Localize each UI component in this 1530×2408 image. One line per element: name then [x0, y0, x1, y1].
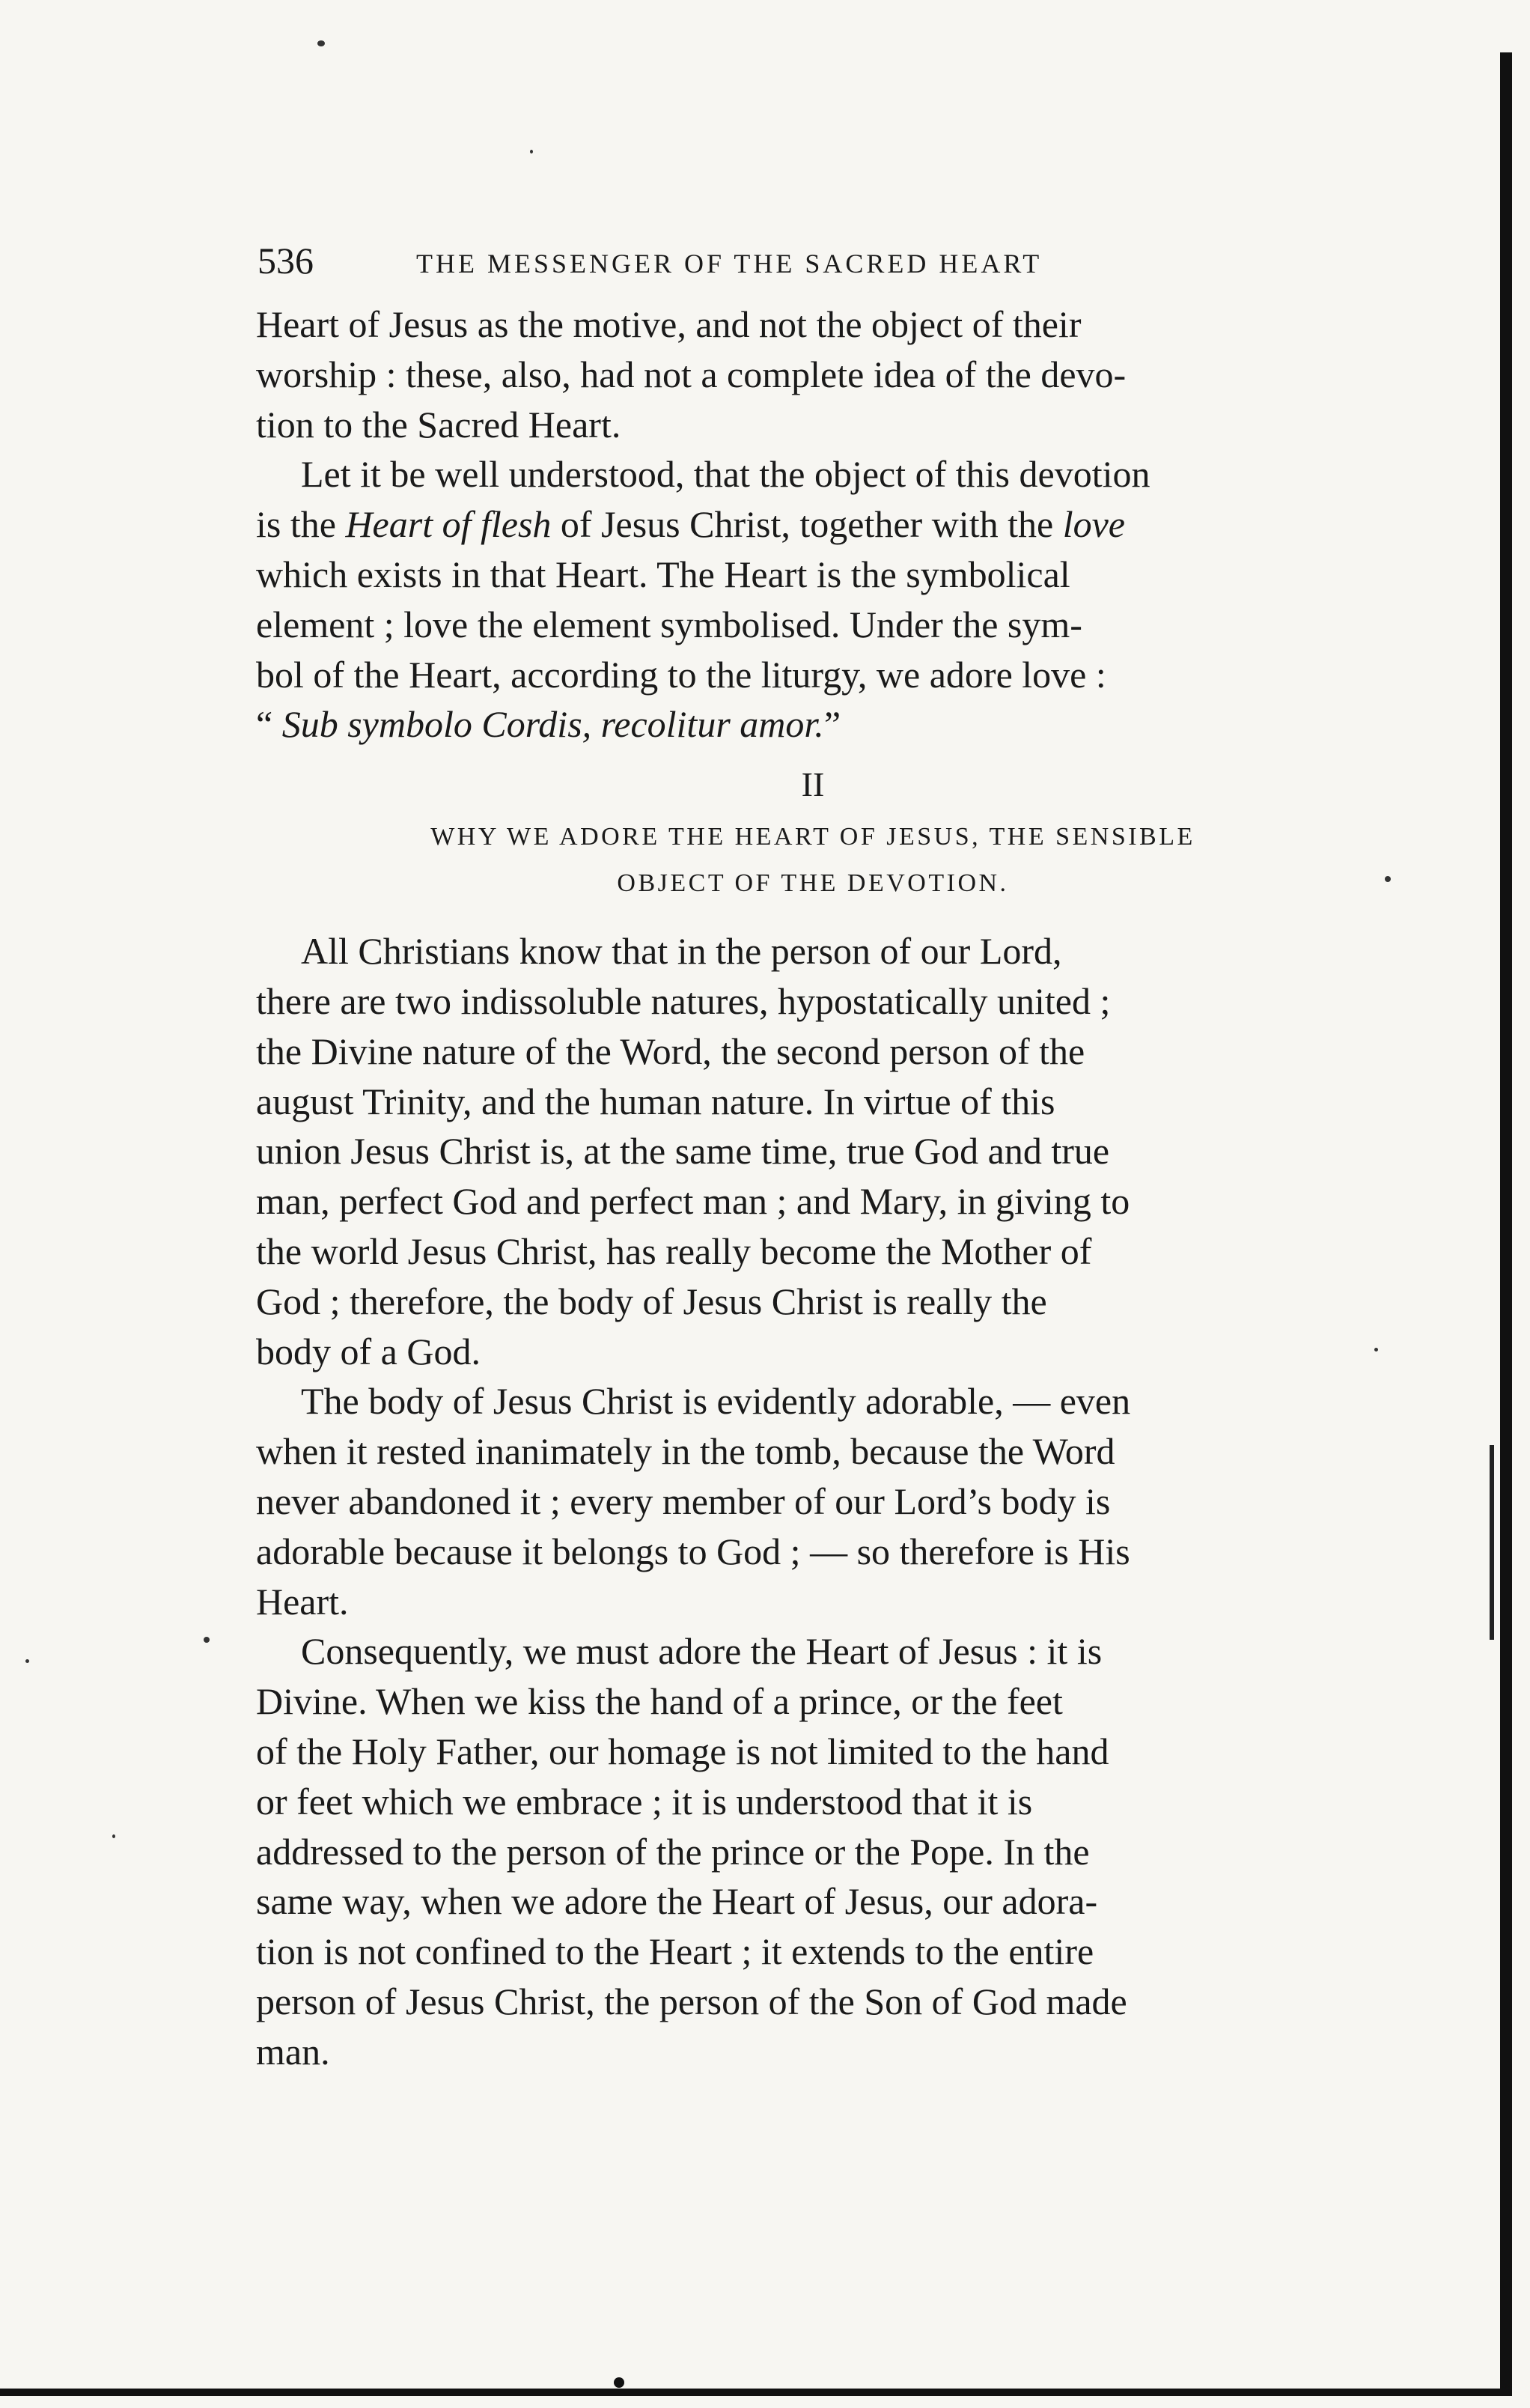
quote-open: “: [256, 703, 282, 746]
text-line: person of Jesus Christ, the person of the Son of God made: [256, 1980, 1127, 2022]
section-heading: [256, 814, 1370, 907]
text-line: tion to the Sacred Heart.: [256, 403, 621, 446]
text-line: union Jesus Christ is, at the same time, true God and true: [256, 1130, 1110, 1173]
scan-speck: [1385, 876, 1391, 882]
text-line: Divine. When we kiss the hand of a prince, or the feet: [256, 1680, 1063, 1723]
scan-speck: [1374, 1348, 1378, 1352]
text-line: never abandoned it ; every member of our Lord’s body is: [256, 1480, 1111, 1522]
text-line: God ; therefore, the body of Jesus Christ is really the: [256, 1280, 1047, 1322]
text-line: body of a God.: [256, 1330, 481, 1372]
scan-speck: [25, 1659, 29, 1663]
text-line: Let it be well understood, that the object of this devotion: [301, 453, 1150, 496]
text-line: august Trinity, and the human nature. In virtue of this: [256, 1080, 1055, 1122]
paragraph-3: [256, 926, 1370, 1376]
paragraph-2: [256, 449, 1370, 750]
scan-speck: [204, 1637, 210, 1643]
page-edge-shadow: [1500, 52, 1512, 2396]
text-line: there are two indissoluble natures, hypostatically united ;: [256, 979, 1111, 1022]
text-line: Consequently, we must adore the Heart of Jesus : it is: [301, 1630, 1103, 1673]
scan-speck: [317, 40, 325, 46]
text-span: is the: [256, 503, 346, 546]
text-line: Heart of Jesus as the motive, and not the object of their: [256, 303, 1082, 345]
text-line: the Divine nature of the Word, the second person of the: [256, 1030, 1085, 1072]
text-line: man, perfect God and perfect man ; and Mary, in giving to: [256, 1180, 1130, 1223]
paragraph-5: [256, 1626, 1370, 2076]
italic-phrase: love: [1062, 503, 1125, 546]
text-line: of the Holy Father, our homage is not limited to the hand: [256, 1730, 1109, 1772]
quote-close: ”: [823, 703, 841, 746]
italic-phrase: Heart of flesh: [345, 503, 552, 546]
page-content: [256, 238, 1370, 2077]
text-line: when it rested inanimately in the tomb, because the Word: [256, 1430, 1115, 1473]
paragraph-1: [256, 300, 1370, 449]
text-line: addressed to the person of the prince or the Pope. In the: [256, 1830, 1090, 1873]
section-numeral: II: [801, 765, 825, 804]
text-line: element ; love the element symbolised. Under the sym-: [256, 603, 1082, 645]
page-bottom-edge: [0, 2389, 1512, 2396]
text-line: worship : these, also, had not a complete idea of the devo-: [256, 353, 1127, 395]
section-heading-line: OBJECT OF THE DEVOTION.: [617, 869, 1009, 898]
text-line: the world Jesus Christ, has really become the Mother of: [256, 1229, 1092, 1272]
text-span: of Jesus Christ, together with the: [551, 503, 1063, 546]
text-line: man.: [256, 2030, 330, 2073]
scan-speck: [112, 1834, 115, 1838]
page-bottom-mark: [614, 2377, 624, 2388]
paragraph-4: [256, 1376, 1370, 1626]
text-line: bol of the Heart, according to the liturgy, we adore love :: [256, 653, 1106, 696]
page-edge-tear: [1490, 1445, 1494, 1640]
scan-speck: [530, 150, 533, 153]
latin-quotation: Sub symbolo Cordis, recolitur amor.: [281, 703, 824, 746]
text-line: adorable because it belongs to God ; — so therefore is His: [256, 1530, 1130, 1572]
text-line: which exists in that Heart. The Heart is the symbolical: [256, 553, 1070, 595]
text-line: tion is not confined to the Heart ; it extends to the entire: [256, 1930, 1094, 1973]
text-line: All Christians know that in the person of our Lord,: [301, 930, 1062, 973]
text-line: same way, when we adore the Heart of Jesus, our adora-: [256, 1880, 1098, 1923]
running-header: [256, 238, 1370, 283]
section-heading-line: WHY WE ADORE THE HEART OF JESUS, THE SENSIBLE: [430, 823, 1195, 851]
running-title: THE MESSENGER OF THE SACRED HEART: [416, 249, 1043, 279]
text-line: The body of Jesus Christ is evidently adorable, — even: [301, 1380, 1131, 1423]
text-line: or feet which we embrace ; it is understood that it is: [256, 1780, 1033, 1822]
text-line: Heart.: [256, 1580, 349, 1623]
page-number: 536: [257, 240, 314, 282]
